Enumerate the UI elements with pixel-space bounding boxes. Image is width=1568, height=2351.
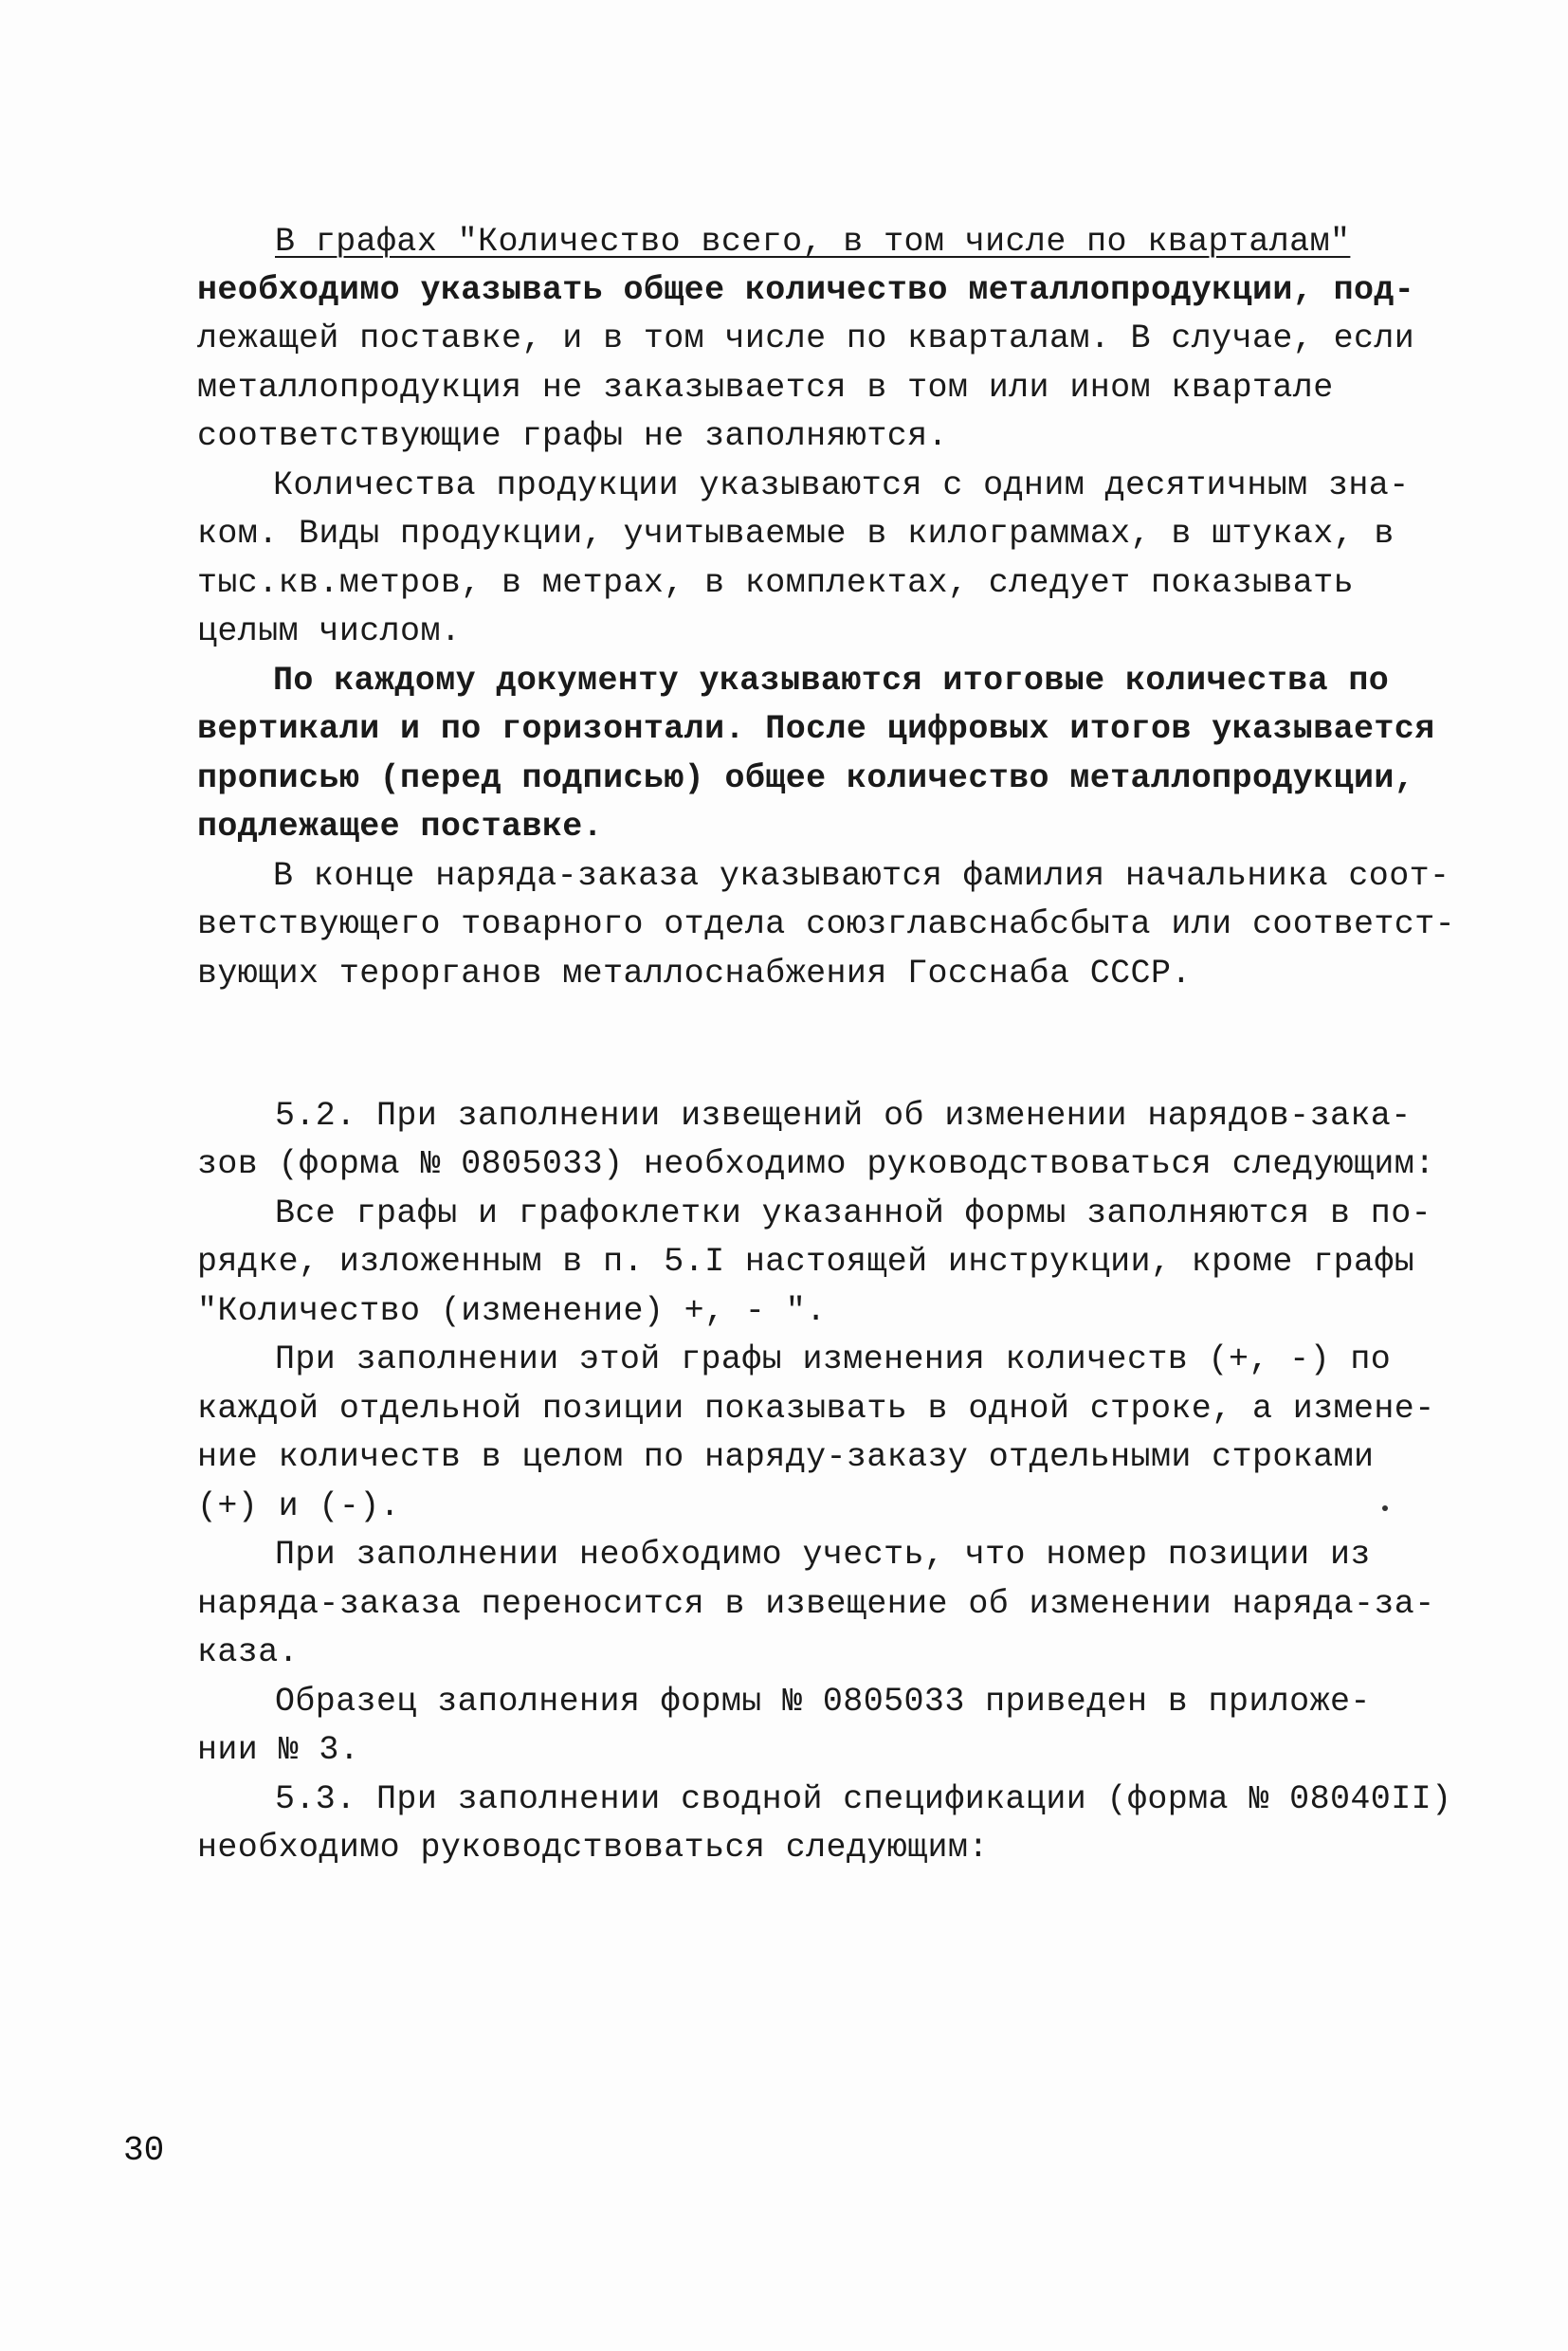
text-line: ние количеств в целом по наряду-заказу отдельными строками [197, 1438, 1375, 1476]
text-line: вующих терорганов металлоснабжения Госснаба СССР. [197, 955, 1192, 993]
text-line: Количества продукции указываются с одним десятичным зна- [273, 466, 1410, 504]
text-line: Все графы и графоклетки указанной формы заполняются в по- [275, 1194, 1431, 1232]
text-line: прописью (перед подписью) общее количество металлопродукции, [197, 759, 1415, 797]
text-line: "Количество (изменение) +, - ". [197, 1292, 827, 1330]
text-line: вертикали и по горизонтали. После цифровых итогов указывается [197, 710, 1435, 748]
text-line: необходимо указывать общее количество металлопродукции, под- [197, 271, 1415, 309]
text-line: каждой отдельной позиции показывать в одной строке, а измене- [197, 1390, 1435, 1428]
text-line: (+) и (-). [197, 1487, 401, 1525]
text-line: В конце наряда-заказа указываются фамилия начальника соот- [273, 857, 1450, 895]
print-speck [1382, 1505, 1388, 1511]
text-line: металлопродукция не заказывается в том или ином квартале [197, 369, 1334, 407]
page-number: 30 [123, 2131, 165, 2170]
section-5-3-heading: 5.3. При заполнении сводной спецификации (форма № 08040II) [275, 1780, 1452, 1818]
text-line: При заполнении необходимо учесть, что номер позиции из [275, 1536, 1371, 1574]
text-line: ветствующего товарного отдела союзглавснабсбыта или соответст- [197, 905, 1456, 943]
text-line: подлежащее поставке. [197, 808, 604, 846]
text-line: лежащей поставке, и в том числе по кварталам. В случае, если [197, 319, 1415, 357]
text-line: тыс.кв.метров, в метрах, в комплектах, следует показывать [197, 564, 1354, 602]
text-line: По каждому документу указываются итоговые количества по [273, 662, 1390, 700]
text-line: соответствующие графы не заполняются. [197, 417, 948, 455]
text-line: необходимо руководствоваться следующим: [197, 1829, 989, 1867]
text-line: Образец заполнения формы № 0805033 приведен в приложе- [275, 1683, 1371, 1721]
text-line: нии № 3. [197, 1731, 360, 1769]
text-line: рядке, изложенным в п. 5.I настоящей инструкции, кроме графы [197, 1243, 1415, 1281]
text-line: каза. [197, 1633, 300, 1671]
section-5-2-heading: 5.2. При заполнении извещений об изменении нарядов-зака- [275, 1097, 1412, 1135]
text-line: наряда-заказа переносится в извещение об изменении наряда-за- [197, 1585, 1435, 1623]
text-line: ком. Виды продукции, учитываемые в килограммах, в штуках, в [197, 515, 1395, 553]
text-line: зов (форма № 0805033) необходимо руководствоваться следующим: [197, 1145, 1435, 1183]
paragraph-heading-quantity-columns: В графах "Количество всего, в том числе по кварталам" [275, 223, 1351, 261]
text-line: целым числом. [197, 612, 462, 650]
text-line: При заполнении этой графы изменения количеств (+, -) по [275, 1340, 1392, 1378]
